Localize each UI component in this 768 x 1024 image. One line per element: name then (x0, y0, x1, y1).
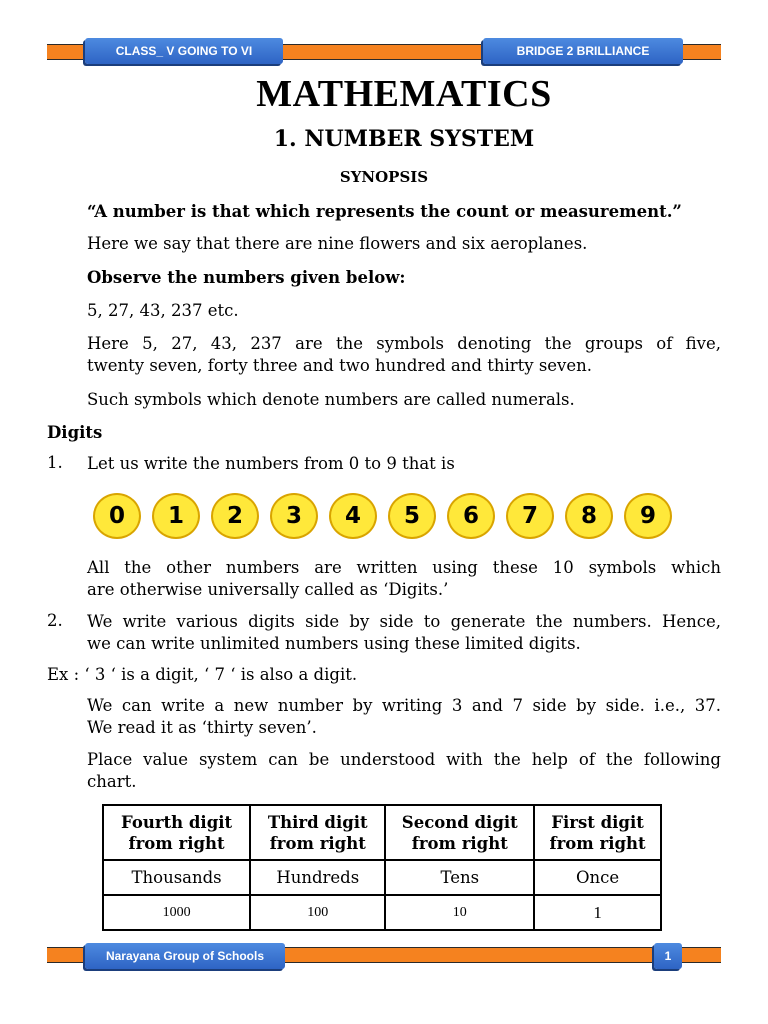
other-numbers-line-1: All the other numbers are written using these 10 symbols which (87, 558, 721, 577)
place-value-line-2: chart. (87, 772, 137, 791)
digit-circle: 0 (93, 493, 141, 539)
table-header-cell (385, 805, 534, 860)
place-value-table (102, 804, 662, 931)
header-line: First digit (551, 812, 644, 832)
item-1-number: 1. (47, 453, 63, 472)
table-header-cell (534, 805, 661, 860)
page-number: 1 (654, 943, 682, 969)
table-cell: Tens (385, 860, 534, 895)
class-label: CLASS_ V GOING TO VI (85, 38, 283, 64)
header-line: from right (269, 833, 366, 853)
header-line: Second digit (401, 812, 518, 832)
header-line: from right (411, 833, 508, 853)
observe-heading: Observe the numbers given below: (87, 268, 406, 287)
numerals-sentence: Such symbols which denote numbers are called numerals. (87, 390, 575, 409)
table-row (103, 860, 661, 895)
table-cell: Thousands (103, 860, 250, 895)
digit-circle: 3 (270, 493, 318, 539)
digits-heading: Digits (47, 423, 103, 442)
definition-quote: “A number is that which represents the count or measurement.” (87, 202, 682, 221)
symbols-line-1: Here 5, 27, 43, 237 are the symbols denoting the groups of five, (87, 334, 721, 353)
program-label: BRIDGE 2 BRILLIANCE (483, 38, 683, 64)
table-cell: 1 (534, 895, 661, 930)
digit-circle: 9 (624, 493, 672, 539)
example-line: Ex : ‘ 3 ‘ is a digit, ‘ 7 ‘ is also a digit. (47, 665, 358, 684)
symbols-line-2: twenty seven, forty three and two hundred and thirty seven. (87, 356, 593, 375)
item-2-number: 2. (47, 611, 63, 630)
table-cell: 100 (250, 895, 385, 930)
new-number-line-2: We read it as ‘thirty seven’. (87, 718, 317, 737)
header-line: from right (549, 833, 646, 853)
digit-circles (93, 493, 683, 541)
table-header-cell (103, 805, 250, 860)
place-value-line-1: Place value system can be understood with the help of the following (87, 750, 721, 769)
digit-circle: 5 (388, 493, 436, 539)
table-row (103, 895, 661, 930)
header-line: from right (128, 833, 225, 853)
digit-circle: 4 (329, 493, 377, 539)
paragraph-flowers: Here we say that there are nine flowers and six aeroplanes. (87, 234, 588, 253)
table-cell: 1000 (103, 895, 250, 930)
numbers-example: 5, 27, 43, 237 etc. (87, 301, 239, 320)
item-1-text: Let us write the numbers from 0 to 9 that is (87, 454, 455, 473)
digit-circle: 6 (447, 493, 495, 539)
table-cell: Once (534, 860, 661, 895)
section-heading: SYNOPSIS (339, 168, 429, 186)
other-numbers-line-2: are otherwise universally called as ‘Digits.’ (87, 580, 449, 599)
item-2-line-2: we can write unlimited numbers using these limited digits. (87, 634, 581, 653)
school-name-label: Narayana Group of Schools (85, 943, 285, 969)
digit-circle: 8 (565, 493, 613, 539)
table-header-row (103, 805, 661, 860)
page-title: MATHEMATICS (256, 73, 552, 115)
item-2-line-1: We write various digits side by side to generate the numbers. Hence, (87, 612, 721, 631)
chapter-title: 1. NUMBER SYSTEM (273, 126, 535, 152)
table-header-cell (250, 805, 385, 860)
header-line: Fourth digit (121, 812, 233, 832)
digit-circle: 1 (152, 493, 200, 539)
table-cell: 10 (385, 895, 534, 930)
digit-circle: 2 (211, 493, 259, 539)
new-number-line-1: We can write a new number by writing 3 and 7 side by side. i.e., 37. (87, 696, 721, 715)
header-line: Third digit (267, 812, 368, 832)
digit-circle: 7 (506, 493, 554, 539)
table-cell: Hundreds (250, 860, 385, 895)
